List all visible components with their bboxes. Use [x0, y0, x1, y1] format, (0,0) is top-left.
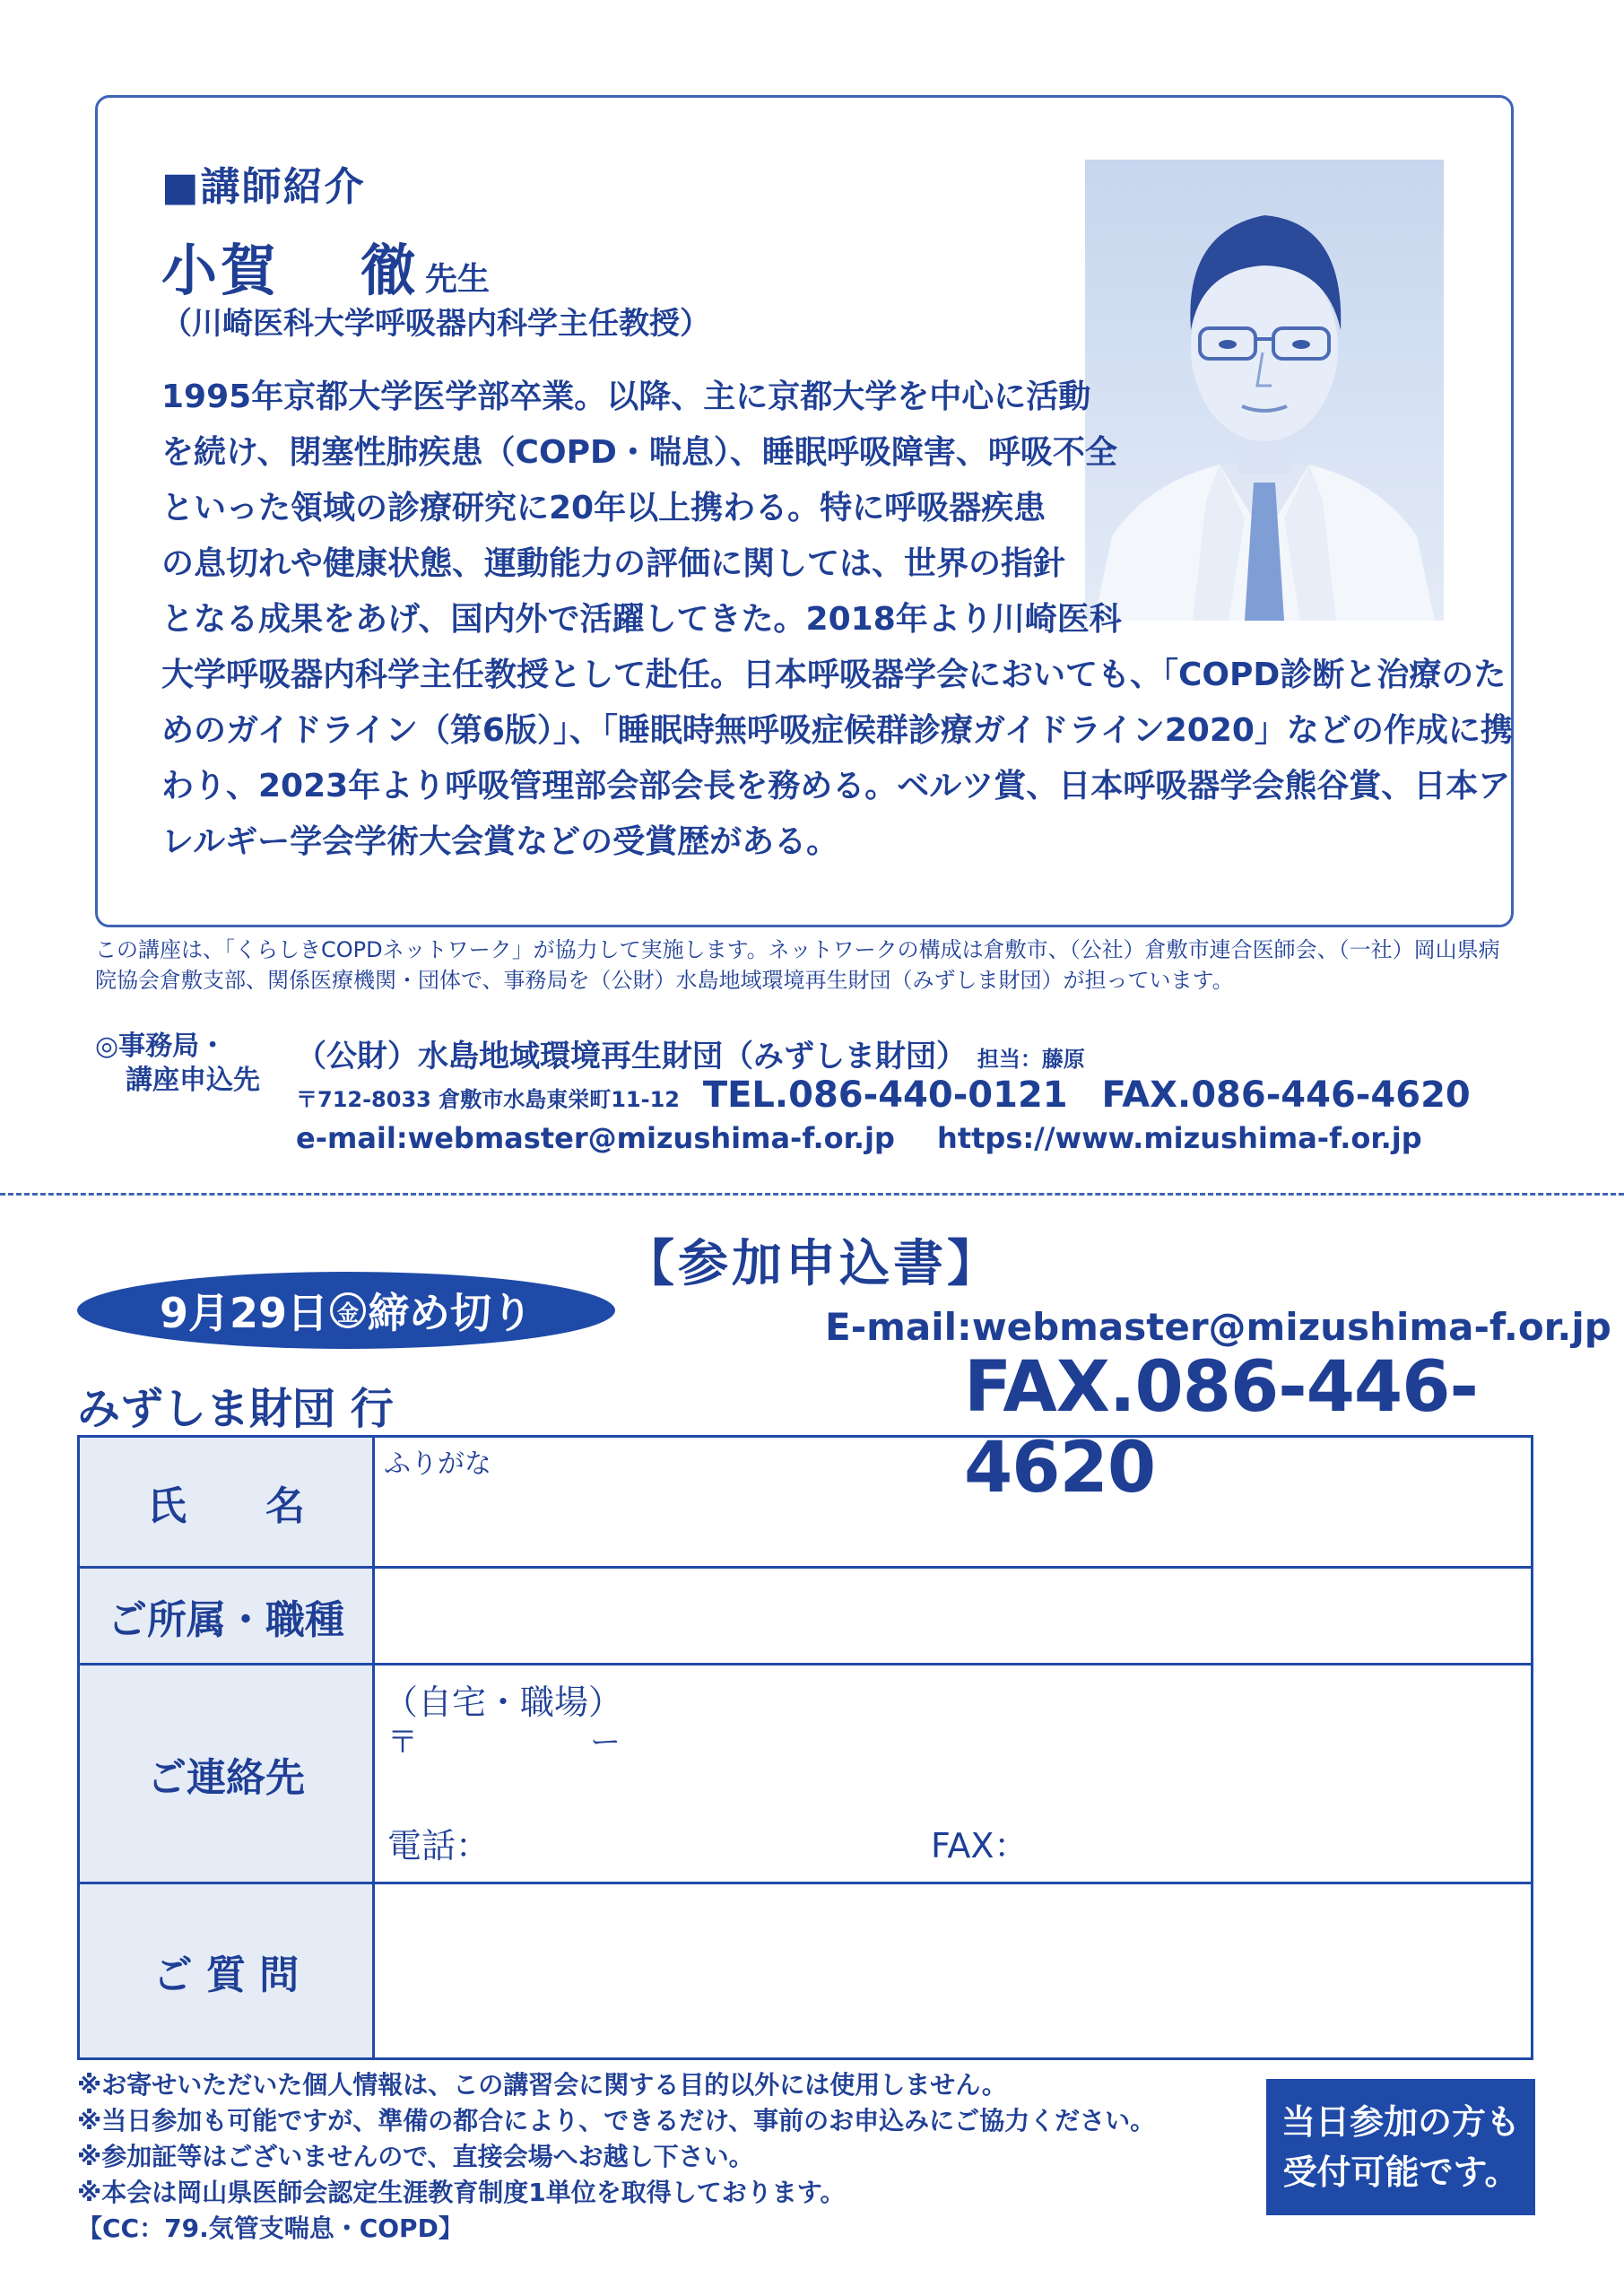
form-row-contact [79, 1665, 1533, 1883]
contact-label: ご連絡先 [79, 1665, 374, 1883]
lecturer-bio-line: といった領域の診療研究に20年以上携わる。特に呼吸器疾患 [161, 490, 1046, 526]
form-fax: FAX.086-446-4620 [964, 1347, 1478, 1509]
lecturer-bio-line: レルギー学会学術大会賞などの受賞歴がある。 [161, 823, 839, 860]
deadline-badge [77, 1272, 615, 1349]
office-fax: FAX.086-446-4620 [1101, 1074, 1471, 1116]
form-title: 【参加申込書】 [624, 1235, 1001, 1293]
lecturer-family-name: 小賀 [161, 238, 281, 303]
lecturer-name [161, 226, 490, 306]
deadline-weekday: 金 [330, 1292, 366, 1328]
form-row-name [79, 1437, 1533, 1568]
postal-mark: 〒 [387, 1725, 418, 1761]
form-email[interactable]: E-mail:webmaster@mizushima-f.or.jp [825, 1305, 1611, 1349]
deadline-text: 締め切り [368, 1289, 534, 1337]
lecturer-bio-line: を続け、閉塞性肺疾患（COPD・喘息）、睡眠呼吸障害、呼吸不全 [161, 434, 1117, 471]
phone-label: 電話： [387, 1826, 491, 1866]
lecturer-heading: ■講師紹介 [161, 164, 366, 210]
application-form [77, 1435, 1533, 2060]
office-label [95, 1030, 260, 1098]
same-day-badge [1266, 2079, 1535, 2215]
lecturer-bio-line: 大学呼吸器内科学主任教授として赴任。日本呼吸器学会においても、「COPD診断と治療のた [161, 657, 1507, 693]
lecturer-affiliation: （川崎医科大学呼吸器内科学主任教授） [161, 306, 710, 342]
office-org-line [296, 1031, 1085, 1075]
home-work-label: （自宅・職場） [384, 1683, 623, 1722]
fax-label: FAX： [931, 1826, 1029, 1866]
office-postal: 〒712-8033 倉敷市水島東栄町11-12 [296, 1087, 680, 1112]
network-note [95, 935, 1566, 996]
network-note-line: この講座は、「くらしきCOPDネットワーク」が協力して実施します。ネットワークの構成は倉敷市、（公社）倉敷市連合医師会、（一社）岡山県病 [95, 937, 1500, 962]
question-field[interactable] [374, 1883, 1533, 2059]
footnote: ※お寄せいただいた個人情報は、この講習会に関する目的以外には使用しません。 [77, 2070, 1007, 2100]
same-day-badge-line1: 当日参加の方も [1281, 2102, 1520, 2142]
question-label: ご 質 問 [79, 1883, 374, 2059]
postal-dash: ー [590, 1725, 621, 1761]
cut-line [0, 1193, 1624, 1196]
lecturer-bio-line: の息切れや健康状態、運動能力の評価に関しては、世界の指針 [161, 545, 1066, 582]
office-email-link[interactable]: e-mail:webmaster@mizushima-f.or.jp [296, 1121, 895, 1155]
lecturer-honorific: 先生 [425, 261, 491, 298]
lecturer-bio-line: 1995年京都大学医学部卒業。以降、主に京都大学を中心に活動 [161, 378, 1091, 415]
affiliation-field[interactable] [374, 1568, 1533, 1665]
lecturer-bio-line: わり、2023年より呼吸管理部会部会長を務める。ベルツ賞、日本呼吸器学会熊谷賞、日本ア [161, 768, 1511, 804]
office-url-link[interactable]: https://www.mizushima-f.or.jp [937, 1121, 1422, 1155]
lecturer-bio-line: めのガイドライン（第6版）」、「睡眠時無呼吸症候群診療ガイドライン2020」などの作成に携 [161, 712, 1513, 749]
office-address-line [296, 1074, 1471, 1116]
lecturer-given-name: 徹 [360, 238, 421, 303]
furigana-label: ふりがな [384, 1448, 491, 1480]
form-row-question [79, 1883, 1533, 2059]
footnote: ※本会は岡山県医師会認定生涯教育制度1単位を取得しております。 [77, 2178, 846, 2207]
contact-field[interactable] [374, 1665, 1533, 1883]
footnote: ※当日参加も可能ですが、準備の都合により、できるだけ、事前のお申込みにご協力ください。 [77, 2106, 1156, 2135]
form-row-affiliation [79, 1568, 1533, 1665]
office-label-line1: ◎事務局・ [95, 1031, 227, 1062]
affiliation-label: ご所属・職種 [79, 1568, 374, 1665]
footnotes [77, 2067, 1155, 2247]
office-tel: TEL.086-440-0121 [702, 1074, 1068, 1116]
office-web-line [296, 1121, 1422, 1155]
deadline-date: 9月29日 [159, 1289, 329, 1337]
office-org: （公財）水島地域環境再生財団（みずしま財団） [296, 1039, 967, 1074]
form-recipient: みずしま財団 行 [77, 1384, 394, 1434]
same-day-badge-line2: 受付可能です。 [1282, 2152, 1519, 2192]
footnote: ※参加証等はございませんので、直接会場へお越し下さい。 [77, 2142, 754, 2171]
network-note-line: 院協会倉敷支部、関係医療機関・団体で、事務局を（公財）水島地域環境再生財団（みずしま財団）が担っています。 [95, 968, 1234, 993]
footnote: 【CC：79.気管支喘息・COPD】 [77, 2213, 464, 2243]
office-contact-person: 担当：藤原 [977, 1047, 1085, 1072]
name-label: 氏 名 [79, 1437, 374, 1568]
lecturer-photo [1085, 160, 1444, 621]
office-label-line2: 講座申込先 [126, 1065, 260, 1096]
lecturer-bio-line: となる成果をあげ、国内外で活躍してきた。2018年より川崎医科 [161, 601, 1122, 638]
name-field[interactable] [374, 1437, 1533, 1568]
